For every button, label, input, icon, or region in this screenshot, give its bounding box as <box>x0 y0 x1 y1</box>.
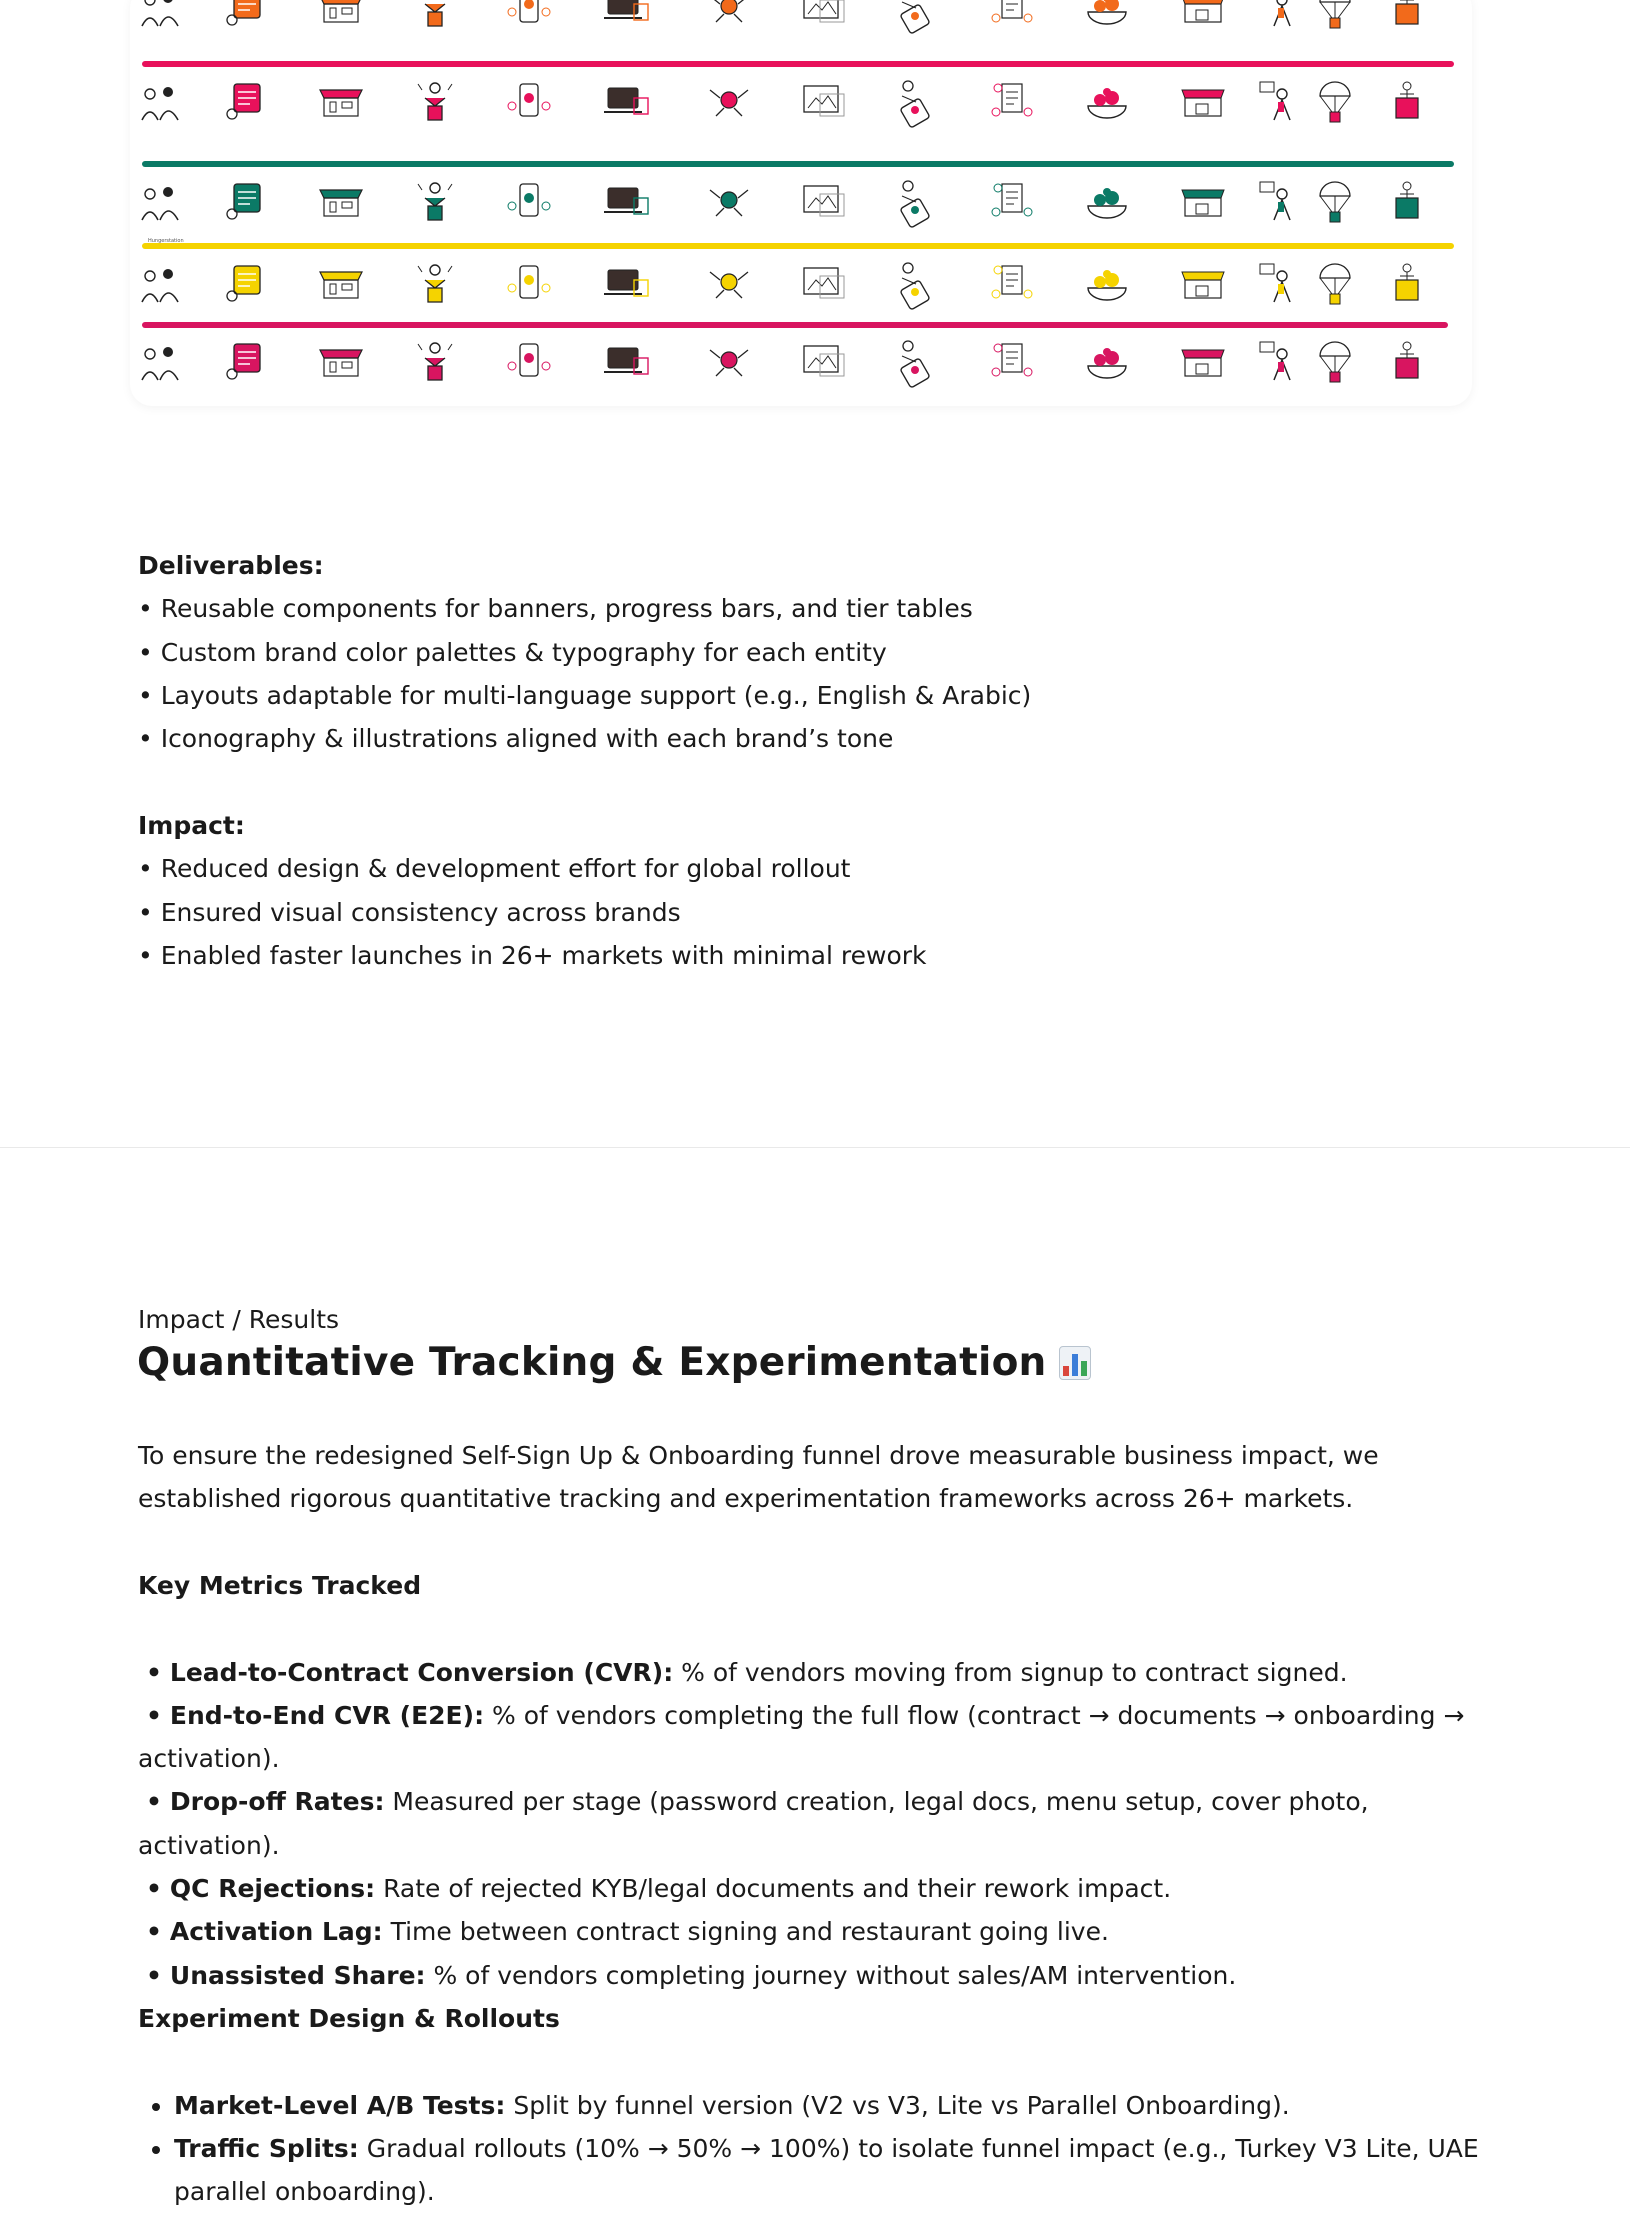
bowl-illustration-icon <box>1080 258 1134 310</box>
metric-desc: Time between contract signing and restaurant going live. <box>382 1917 1109 1947</box>
store-illustration-icon <box>1176 76 1230 128</box>
bowl-illustration-icon <box>1080 76 1134 128</box>
experiment-desc: Gradual rollouts (10% → 50% → 100%) to isolate funnel impact (e.g., Turkey V3 Lite, UAE parallel onboarding). <box>174 2133 1479 2207</box>
metric-term: Drop-off Rates: <box>169 1787 385 1817</box>
box-illustration-icon <box>1380 76 1434 128</box>
balloon-illustration-icon <box>1308 176 1362 228</box>
metric-desc: % of vendors moving from signup to contract signed. <box>673 1657 1348 1687</box>
balloon-illustration-icon <box>1308 336 1362 388</box>
people-illustration-icon <box>136 76 190 128</box>
metric-term: End-to-End CVR (E2E): <box>169 1700 485 1730</box>
box-illustration-icon <box>1380 176 1434 228</box>
store-illustration-icon <box>1176 258 1230 310</box>
metric-item: • Activation Lag: Time between contract signing and restaurant going live. <box>145 1917 1109 1947</box>
bar-chart-icon <box>1059 1346 1091 1380</box>
brand-band-hungerstation <box>142 238 1454 249</box>
hands-illustration-icon <box>702 76 756 128</box>
metric-item: • Unassisted Share: % of vendors completing journey without sales/AM intervention. <box>145 1960 1237 1990</box>
deliverables-section <box>138 544 1518 760</box>
metric-desc: Measured per stage (password creation, legal docs, menu setup, cover photo, activation). <box>138 1787 1369 1860</box>
metrics-heading: Key Metrics Tracked <box>138 1571 422 1600</box>
brand-band-glovo <box>142 156 1454 167</box>
store-illustration-icon <box>1176 336 1230 388</box>
metric-desc: % of vendors completing journey without sales/AM intervention. <box>425 1960 1237 1990</box>
experiment-item <box>174 2127 1508 2213</box>
phone2-illustration-icon <box>888 176 942 228</box>
illustration-grid <box>130 0 1472 406</box>
experiment-list <box>138 2084 1508 2213</box>
image-illustration-icon <box>796 0 850 34</box>
balloon-illustration-icon <box>1308 258 1362 310</box>
metric-item: • Drop-off Rates: Measured per stage (password creation, legal docs, menu setup, cover photo, activation). <box>138 1787 1369 1860</box>
page-title-text: Quantitative Tracking & Experimentation <box>137 1340 1047 1385</box>
brand-band-label: Hungerstation <box>148 238 184 244</box>
impact-item: • Enabled faster launches in 26+ markets with minimal rework <box>138 940 927 970</box>
phone-illustration-icon <box>502 176 556 228</box>
page-title <box>137 1340 1091 1385</box>
hands-illustration-icon <box>702 258 756 310</box>
board-illustration-icon <box>222 0 276 34</box>
board-illustration-icon <box>222 258 276 310</box>
person2-illustration-icon <box>1252 258 1306 310</box>
hands-illustration-icon <box>702 176 756 228</box>
bowl-illustration-icon <box>1080 336 1134 388</box>
deliverable-item: • Custom brand color palettes & typography for each entity <box>138 637 887 667</box>
image-illustration-icon <box>796 176 850 228</box>
phone-illustration-icon <box>502 76 556 128</box>
shop-illustration-icon <box>314 0 368 34</box>
shop-illustration-icon <box>314 336 368 388</box>
person-illustration-icon <box>408 258 462 310</box>
experiment-item <box>174 2084 1508 2127</box>
image-illustration-icon <box>796 76 850 128</box>
experiment-desc: Split by funnel version (V2 vs V3, Lite vs Parallel Onboarding). <box>505 2090 1290 2120</box>
doc-illustration-icon <box>986 336 1040 388</box>
intro-paragraph: To ensure the redesigned Self-Sign Up & Onboarding funnel drove measurable business impact, we established rigorous quantitative tracking and experimentation frameworks across 26+ markets. <box>138 1441 1379 1514</box>
impact-section <box>138 804 1518 977</box>
balloon-illustration-icon <box>1308 76 1362 128</box>
brand-band-foodpanda <box>142 56 1454 67</box>
person2-illustration-icon <box>1252 176 1306 228</box>
experiment-section <box>138 1997 1508 2213</box>
illustration-row-hungerstation <box>136 254 1456 316</box>
phone-illustration-icon <box>502 336 556 388</box>
shop-illustration-icon <box>314 176 368 228</box>
deliverable-item: • Reusable components for banners, progress bars, and tier tables <box>138 594 973 624</box>
experiment-term: Market-Level A/B Tests: <box>174 2090 506 2120</box>
bowl-illustration-icon <box>1080 176 1134 228</box>
section-divider <box>0 1147 1630 1148</box>
shop-illustration-icon <box>314 76 368 128</box>
metric-item: • Lead-to-Contract Conversion (CVR): % of vendors moving from signup to contract signed. <box>145 1657 1348 1687</box>
phone2-illustration-icon <box>888 76 942 128</box>
box-illustration-icon <box>1380 0 1434 34</box>
board-illustration-icon <box>222 76 276 128</box>
box-illustration-icon <box>1380 258 1434 310</box>
brand-band-label: foodpanda <box>148 56 175 62</box>
illustration-row-glovo <box>136 172 1456 234</box>
phone2-illustration-icon <box>888 0 942 34</box>
person-illustration-icon <box>408 76 462 128</box>
section-eyebrow: Impact / Results <box>138 1305 340 1334</box>
person2-illustration-icon <box>1252 336 1306 388</box>
impact-item: • Reduced design & development effort for global rollout <box>138 854 851 884</box>
laptop-illustration-icon <box>600 176 654 228</box>
phone-illustration-icon <box>502 0 556 34</box>
bowl-illustration-icon <box>1080 0 1134 34</box>
impact-item: • Ensured visual consistency across brands <box>138 897 681 927</box>
brand-band-label: Pandora <box>148 317 169 323</box>
person2-illustration-icon <box>1252 76 1306 128</box>
doc-illustration-icon <box>986 258 1040 310</box>
metrics-section <box>138 1564 1508 1997</box>
people-illustration-icon <box>136 0 190 34</box>
people-illustration-icon <box>136 176 190 228</box>
doc-illustration-icon <box>986 176 1040 228</box>
metric-desc: % of vendors completing the full flow (contract → documents → onboarding → activation). <box>138 1700 1465 1774</box>
phone2-illustration-icon <box>888 258 942 310</box>
laptop-illustration-icon <box>600 258 654 310</box>
board-illustration-icon <box>222 176 276 228</box>
phone-illustration-icon <box>502 258 556 310</box>
board-illustration-icon <box>222 336 276 388</box>
illustration-row-talabat <box>136 0 1456 40</box>
illustration-row-foodpanda <box>136 72 1456 134</box>
brand-band-label: Glovo <box>148 156 163 162</box>
store-illustration-icon <box>1176 176 1230 228</box>
metric-item: • End-to-End CVR (E2E): % of vendors completing the full flow (contract → documents → onboarding → activation). <box>138 1700 1465 1774</box>
phone2-illustration-icon <box>888 336 942 388</box>
store-illustration-icon <box>1176 0 1230 34</box>
laptop-illustration-icon <box>600 336 654 388</box>
shop-illustration-icon <box>314 258 368 310</box>
person-illustration-icon <box>408 336 462 388</box>
metric-term: Lead-to-Contract Conversion (CVR): <box>169 1657 674 1687</box>
laptop-illustration-icon <box>600 0 654 34</box>
person-illustration-icon <box>408 0 462 34</box>
balloon-illustration-icon <box>1308 0 1362 34</box>
hands-illustration-icon <box>702 0 756 34</box>
image-illustration-icon <box>796 336 850 388</box>
experiment-term: Traffic Splits: <box>174 2133 359 2163</box>
metric-item: • QC Rejections: Rate of rejected KYB/legal documents and their rework impact. <box>145 1874 1172 1904</box>
laptop-illustration-icon <box>600 76 654 128</box>
people-illustration-icon <box>136 336 190 388</box>
person2-illustration-icon <box>1252 0 1306 34</box>
metric-term: Activation Lag: <box>169 1917 383 1947</box>
experiment-heading: Experiment Design & Rollouts <box>138 2004 560 2033</box>
deliverables-heading: Deliverables: <box>138 551 324 580</box>
impact-heading: Impact: <box>138 811 245 840</box>
doc-illustration-icon <box>986 76 1040 128</box>
person-illustration-icon <box>408 176 462 228</box>
deliverable-item: • Iconography & illustrations aligned with each brand’s tone <box>138 724 894 754</box>
results-intro <box>138 1434 1498 1521</box>
people-illustration-icon <box>136 258 190 310</box>
metric-desc: Rate of rejected KYB/legal documents and their rework impact. <box>375 1874 1172 1904</box>
image-illustration-icon <box>796 258 850 310</box>
doc-illustration-icon <box>986 0 1040 34</box>
illustration-row-pandora <box>136 332 1456 394</box>
hands-illustration-icon <box>702 336 756 388</box>
brand-band-pandora <box>142 317 1448 328</box>
box-illustration-icon <box>1380 336 1434 388</box>
deliverable-item: • Layouts adaptable for multi-language support (e.g., English & Arabic) <box>138 680 1032 710</box>
metric-term: QC Rejections: <box>169 1874 376 1904</box>
metric-term: Unassisted Share: <box>169 1960 426 1990</box>
